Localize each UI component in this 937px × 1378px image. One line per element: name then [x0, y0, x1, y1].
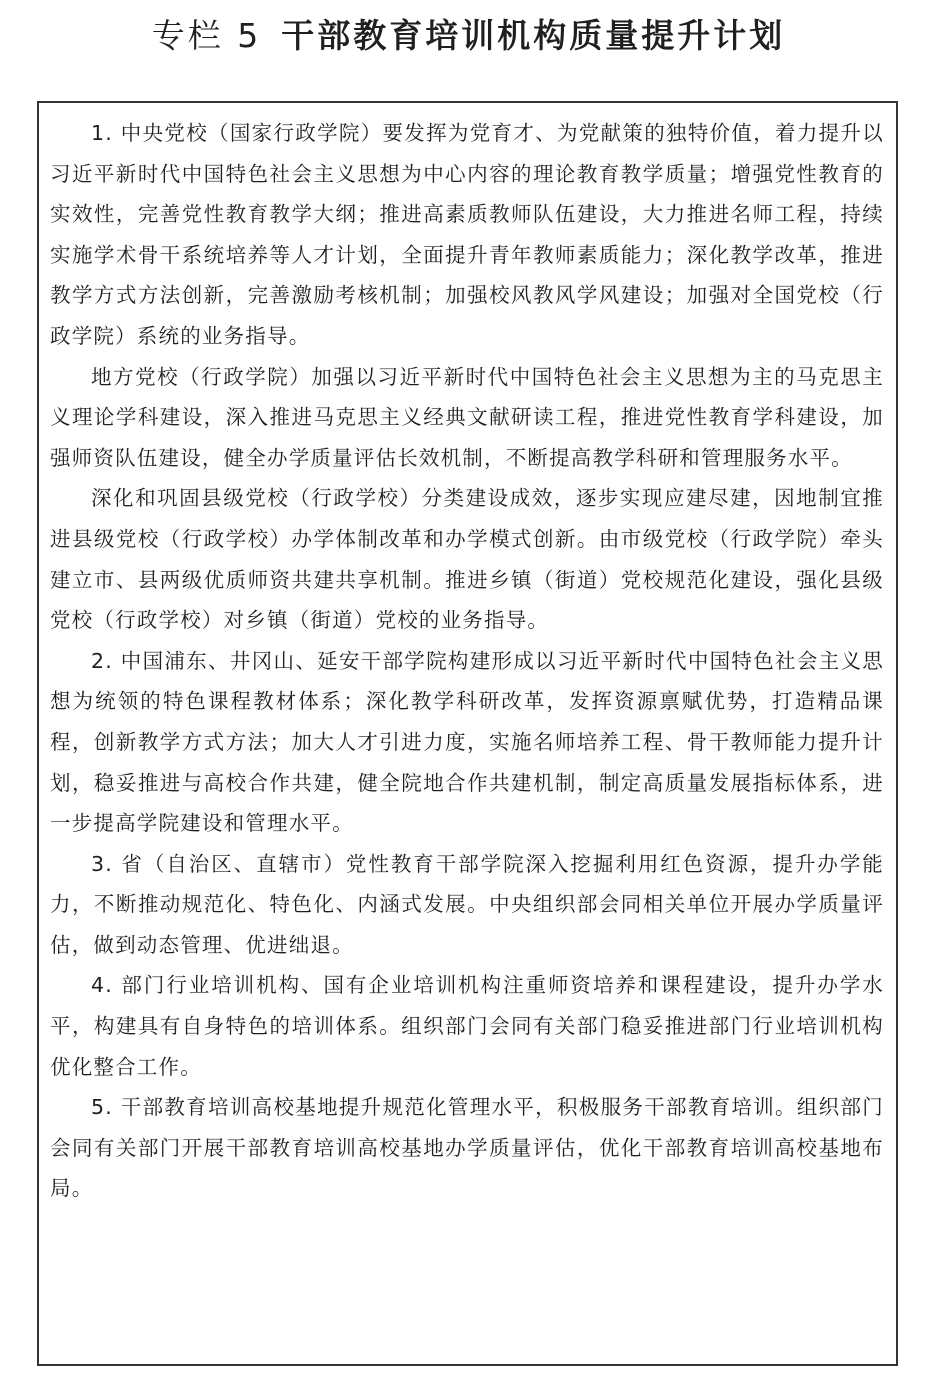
column-label: 专栏 5 [151, 16, 262, 55]
paragraph-university-bases: 5. 干部教育培训高校基地提升规范化管理水平，积极服务干部教育培训。组织部门会同有关部门开展干部教育培训高校基地办学质量评估，优化干部教育培训高校基地布局。 [50, 1095, 884, 1201]
paragraph-local-party-schools: 地方党校（行政学院）加强以习近平新时代中国特色社会主义思想为主的马克思主义理论学科建设，深入推进马克思主义经典文献研读工程，推进党性教育学科建设，加强师资队伍建设，健全办学质量评估长效机制，不断提高教学科研和管理服务水平。 [50, 364, 884, 470]
column-title: 干部教育培训机构质量提升计划 [281, 16, 786, 55]
paragraph-cadre-colleges: 2. 中国浦东、井冈山、延安干部学院构建形成以习近平新时代中国特色社会主义思想为统领的特色课程教材体系；深化教学科研改革，发挥资源禀赋优势，打造精品课程，创新教学方式方法；加大人才引进力度，实施名师培养工程、骨干教师能力提升计划，稳妥推进与高校合作共建，健全院地合作共建机制，制定高质量发展指标体系，进一步提高学院建设和管理水平。 [50, 648, 884, 836]
paragraph-central-party-school: 1. 中央党校（国家行政学院）要发挥为党育才、为党献策的独特价值，着力提升以习近平新时代中国特色社会主义思想为中心内容的理论教育教学质量；增强党性教育的实效性，完善党性教育教学大纲；推进高素质教师队伍建设，大力推进名师工程，持续实施学术骨干系统培养等人才计划，全面提升青年教师素质能力；深化教学改革，推进教学方式方法创新，完善激励考核机制；加强校风教风学风建设；加强对全国党校（行政学院）系统的业务指导。 [50, 121, 884, 348]
paragraph-county-party-schools: 深化和巩固县级党校（行政学校）分类建设成效，逐步实现应建尽建，因地制宜推进县级党校（行政学校）办学体制改革和办学模式创新。由市级党校（行政学院）牵头建立市、县两级优质师资共建共享机制。推进乡镇（街道）党校规范化建设，强化县级党校（行政学校）对乡镇（街道）党校的业务指导。 [50, 486, 884, 633]
column-box [37, 101, 898, 1366]
paragraph-industry-training: 4. 部门行业培训机构、国有企业培训机构注重师资培养和课程建设，提升办学水平，构建具有自身特色的培训体系。组织部门会同有关部门稳妥推进部门行业培训机构优化整合工作。 [50, 973, 884, 1079]
paragraph-provincial-colleges: 3. 省（自治区、直辖市）党性教育干部学院深入挖掘利用红色资源，提升办学能力，不断推动规范化、特色化、内涵式发展。中央组织部会同相关单位开展办学质量评估，做到动态管理、优进绌退。 [50, 851, 884, 957]
page-title [0, 14, 937, 58]
